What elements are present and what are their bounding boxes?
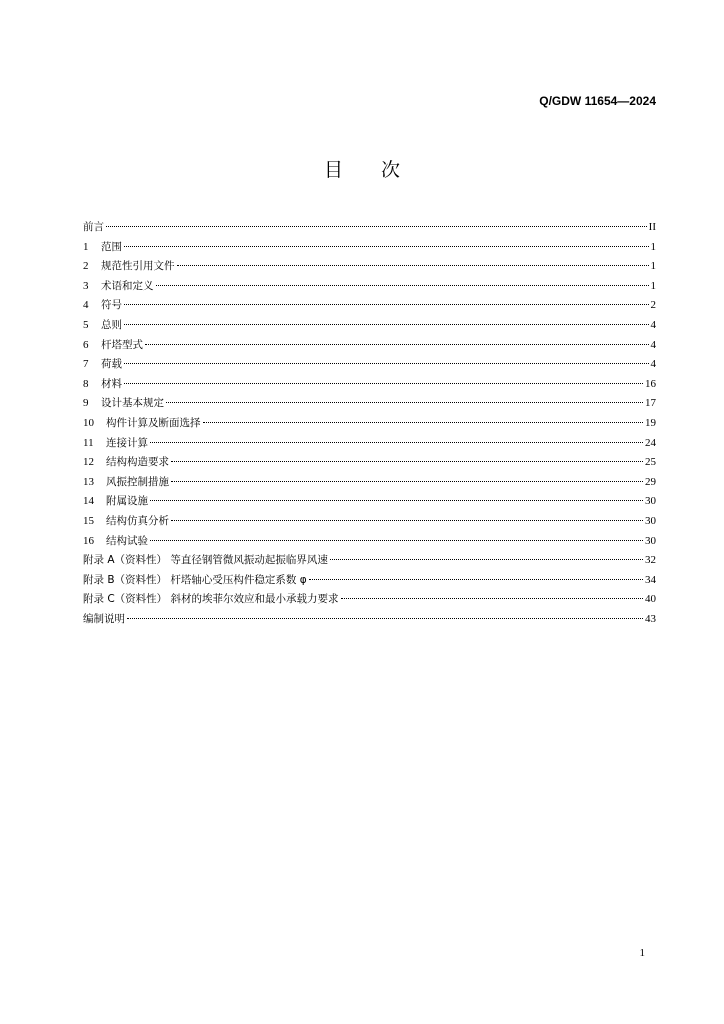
toc-dot-leader (171, 519, 643, 521)
toc-entry[interactable] (83, 296, 656, 316)
toc-entry-label: 附录 A（资料性） 等直径钢管微风振动起振临界风速 (83, 554, 328, 567)
toc-entry-number: 15 (83, 514, 94, 527)
toc-entry-page: 4 (650, 338, 656, 351)
toc-dot-leader (124, 303, 649, 305)
toc-entry-page: 1 (650, 279, 656, 292)
toc-dot-leader (171, 480, 643, 482)
toc-entry[interactable] (83, 257, 656, 277)
toc-entry[interactable] (83, 277, 656, 297)
toc-entry-page: 2 (650, 299, 656, 312)
toc-entry[interactable] (83, 218, 656, 238)
toc-entry-page: 30 (645, 495, 656, 508)
toc-entry-number: 13 (83, 475, 94, 488)
toc-entry-page: 4 (650, 358, 656, 371)
toc-entry-label: 设计基本规定 (101, 397, 164, 410)
toc-entry[interactable] (83, 434, 656, 454)
toc-dot-leader (145, 343, 649, 345)
toc-entry[interactable] (83, 473, 656, 493)
toc-entry[interactable] (83, 590, 656, 610)
toc-entry[interactable] (83, 532, 656, 552)
toc-entry-label: 风振控制措施 (106, 475, 169, 488)
toc-entry[interactable] (83, 394, 656, 414)
toc-entry-page: 32 (645, 554, 656, 567)
toc-entry-number: 8 (83, 377, 89, 390)
toc-entry[interactable] (83, 355, 656, 375)
toc-dot-leader (177, 264, 649, 266)
toc-entry[interactable] (83, 512, 656, 532)
document-code: Q/GDW 11654—2024 (539, 94, 656, 108)
toc-entry-page: 40 (645, 593, 656, 606)
toc-entry-page: II (648, 221, 656, 233)
toc-entry-label: 编制说明 (83, 612, 125, 625)
toc-entry[interactable] (83, 551, 656, 571)
toc-list (83, 218, 656, 629)
toc-title-char-2: 次 (381, 159, 401, 181)
toc-dot-leader (156, 284, 649, 286)
page-number: 1 (639, 947, 645, 959)
toc-entry-number: 1 (83, 240, 89, 253)
toc-entry-number: 14 (83, 495, 94, 508)
toc-entry-label: 结构构造要求 (106, 456, 169, 469)
toc-dot-leader (106, 225, 647, 227)
toc-dot-leader (124, 382, 643, 384)
toc-dot-leader (127, 617, 643, 619)
toc-entry[interactable] (83, 316, 656, 336)
toc-entry-label: 材料 (101, 377, 122, 390)
toc-dot-leader (341, 597, 643, 599)
toc-dot-leader (124, 362, 649, 364)
toc-entry-page: 30 (645, 534, 656, 547)
toc-dot-leader (150, 539, 643, 541)
toc-entry-number: 5 (83, 318, 89, 331)
toc-entry-page: 25 (645, 456, 656, 469)
toc-dot-leader (330, 558, 643, 560)
toc-dot-leader (150, 441, 643, 443)
toc-entry-page: 24 (645, 436, 656, 449)
toc-entry[interactable] (83, 414, 656, 434)
toc-entry-number: 9 (83, 397, 89, 410)
toc-dot-leader (309, 578, 643, 580)
toc-entry-page: 30 (645, 514, 656, 527)
toc-entry-page: 17 (645, 397, 656, 410)
toc-entry-number: 3 (83, 279, 89, 292)
toc-entry-number: 7 (83, 358, 89, 371)
toc-entry-page: 34 (645, 573, 656, 586)
toc-dot-leader (171, 460, 643, 462)
toc-entry-label: 范围 (101, 240, 122, 253)
toc-entry[interactable] (83, 610, 656, 630)
toc-dot-leader (124, 245, 649, 247)
toc-dot-leader (124, 323, 649, 325)
toc-dot-leader (166, 401, 643, 403)
toc-entry[interactable] (83, 238, 656, 258)
toc-entry-label: 附录 C（资料性） 斜材的埃菲尔效应和最小承载力要求 (83, 593, 339, 606)
toc-dot-leader (203, 421, 644, 423)
toc-entry-page: 19 (645, 416, 656, 429)
toc-entry-page: 43 (645, 612, 656, 625)
toc-entry-number: 2 (83, 260, 89, 273)
toc-entry-label: 附录 B（资料性） 杆塔轴心受压构件稳定系数 φ (83, 573, 307, 586)
toc-entry-page: 29 (645, 475, 656, 488)
toc-entry-label: 结构仿真分析 (106, 514, 169, 527)
toc-entry-page: 1 (650, 240, 656, 253)
toc-entry-number: 10 (83, 416, 94, 429)
toc-entry-label: 连接计算 (106, 436, 148, 449)
toc-entry-label: 附属设施 (106, 495, 148, 508)
toc-entry-number: 6 (83, 338, 89, 351)
toc-dot-leader (150, 499, 643, 501)
toc-entry[interactable] (83, 375, 656, 395)
toc-title (0, 158, 724, 182)
toc-entry-label: 杆塔型式 (101, 338, 143, 351)
toc-entry-page: 16 (645, 377, 656, 390)
toc-entry[interactable] (83, 571, 656, 591)
toc-entry-page: 4 (650, 318, 656, 331)
toc-entry-label: 前言 (83, 221, 104, 233)
toc-entry-number: 11 (83, 436, 94, 449)
toc-entry[interactable] (83, 492, 656, 512)
toc-entry-label: 总则 (101, 318, 122, 331)
toc-entry[interactable] (83, 336, 656, 356)
toc-entry-label: 符号 (101, 299, 122, 312)
toc-entry-number: 12 (83, 456, 94, 469)
toc-entry-label: 荷载 (101, 358, 122, 371)
toc-title-char-1: 目 (323, 159, 343, 181)
toc-entry[interactable] (83, 453, 656, 473)
toc-entry-label: 术语和定义 (101, 279, 154, 292)
toc-entry-label: 结构试验 (106, 534, 148, 547)
toc-entry-number: 16 (83, 534, 94, 547)
toc-entry-label: 规范性引用文件 (101, 260, 175, 273)
toc-entry-number: 4 (83, 299, 89, 312)
toc-entry-label: 构件计算及断面选择 (106, 416, 201, 429)
toc-entry-page: 1 (650, 260, 656, 273)
